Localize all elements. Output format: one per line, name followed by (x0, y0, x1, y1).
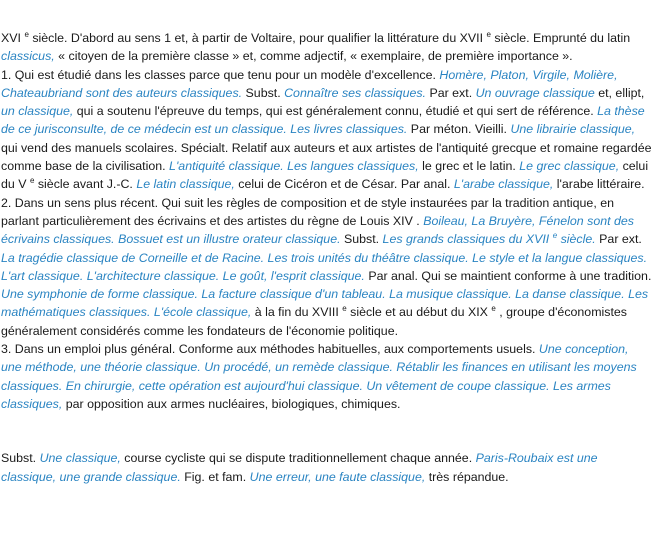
example-text: Un ouvrage classique (475, 85, 595, 100)
superscript: e (29, 176, 35, 186)
example-text: Une symphonie de forme classique. La facture classique d'un tableau. La musique classique. La danse classique. Les mathématiques classiques. L'école classique, (1, 287, 649, 320)
superscript: e (552, 231, 558, 241)
definition-text: à la fin du XVIII (251, 305, 339, 320)
usage-label: Subst. (242, 85, 285, 100)
definition-text: qui vend des manuels scolaires. Spécialt. Relatif aux auteurs et aux artistes de l'antiquité grecque et romaine regardée comme base de la civilisation. (1, 140, 652, 174)
usage-label: Subst. (340, 232, 383, 247)
usage-label: Fig. et fam. (180, 469, 250, 484)
usage-label: Par méton. Vieilli. (407, 122, 511, 137)
definition-text: celui de Cicéron et de César. Par anal. (234, 177, 454, 192)
substantive-paragraph (1, 449, 652, 486)
example-text: Boileau, La Bruyère, Fénelon sont des écrivains classiques. Bossuet est un illustre orateur classique. (1, 213, 634, 247)
example-text: Une classique, (39, 451, 121, 466)
usage-label: Par ext. (595, 232, 642, 247)
sense-1-paragraph (1, 66, 652, 194)
etymology-text: XVI (1, 31, 21, 45)
example-text: Une conception, une méthode, une théorie classique. Un procédé, un remède classique. Rétablir les finances en utilisant les moyens classiques. En chirurgie, cette opération est aujourd'hui classique. Un vêtement de coupe classique. Les armes classiques, (1, 342, 637, 411)
superscript: e (24, 30, 29, 39)
definition-text: et, ellipt, (594, 85, 645, 100)
definition-text: siècle et au début du XIX (346, 305, 488, 320)
superscript: e (491, 304, 496, 314)
definition-text: le grec et le latin. (418, 159, 520, 174)
definition-text: 1. Qui est étudié dans les classes parce que tenu pour un modèle d'excellence. (1, 67, 440, 82)
definition-text: , groupe d'économistes généralement considérés comme les fondateurs de l'économie politique. (1, 305, 627, 338)
definition-text: Par anal. Qui se maintient conforme à une tradition. (364, 268, 652, 283)
example-text: Connaître ses classiques. (284, 85, 426, 100)
sense-2-paragraph (1, 194, 652, 340)
definition-text: par opposition aux armes nucléaires, biologiques, chimiques. (62, 396, 401, 411)
definition-text: celui du V (1, 159, 649, 192)
example-text: Homère, Platon, Virgile, Molière, Chateaubriand sont des auteurs classiques. (1, 67, 618, 100)
example-text: Paris-Roubaix est une classique, une grande classique. (1, 451, 598, 484)
sense-3-paragraph (1, 340, 652, 413)
superscript: e (342, 304, 347, 314)
example-text: Une librairie classique, (510, 122, 636, 137)
example-text: Le grec classique, (519, 159, 620, 174)
definition-text: très répandue. (425, 469, 509, 484)
superscript: e (486, 30, 491, 39)
example-text: Les grands classiques du XVII (382, 232, 550, 247)
usage-label: Par ext. (426, 85, 476, 100)
definition-text: l'arabe littéraire. (553, 177, 645, 192)
usage-label: Subst. (1, 451, 40, 466)
example-text: Le latin classique, (136, 177, 235, 192)
definition-text: 2. Dans un sens plus récent. Qui suit les règles de composition et de style instaurées par la tradition antique, en parlant particulièrement des écrivains et des artistes du règne de Louis XIV . (1, 195, 614, 228)
etymology-text: siècle. Emprunté du latin (490, 31, 631, 45)
example-text: La thèse de ce jurisconsulte, de ce médecin est un classique. Les livres classiques. (1, 104, 645, 137)
section-spacer (1, 413, 652, 449)
etymology-text: siècle. D'abord au sens 1 et, à partir de Voltaire, pour qualifier la littérature du XVII (28, 31, 484, 45)
definition-text: course cycliste qui se dispute traditionnellement chaque année. (120, 451, 476, 466)
example-text: siècle. (557, 232, 596, 247)
example-text: La tragédie classique de Corneille et de Racine. Les trois unités du théâtre classique. Le style et la langue classiques. L'art classique. L'architecture classique. Le goût, l'esprit classique. (1, 250, 648, 283)
definition-text: siècle avant J.-C. (34, 177, 137, 192)
dictionary-entry (1, 29, 652, 486)
etymology-paragraph (1, 29, 652, 66)
definition-text: 3. Dans un emploi plus général. Conforme aux méthodes habituelles, aux comportements usuels. (1, 342, 539, 357)
latin-word: classicus, (1, 49, 55, 64)
example-text: L'antiquité classique. Les langues classiques, (169, 159, 419, 174)
example-text: Une erreur, une faute classique, (249, 469, 426, 484)
example-text: L'arabe classique, (453, 177, 554, 192)
example-text: un classique, (1, 104, 74, 119)
definition-text: qui a soutenu l'épreuve du temps, qui est généralement connu, étudié et qui sert de référence. (73, 104, 598, 119)
etymology-text: « citoyen de la première classe » et, comme adjectif, « exemplaire, de première importance ». (54, 49, 573, 64)
